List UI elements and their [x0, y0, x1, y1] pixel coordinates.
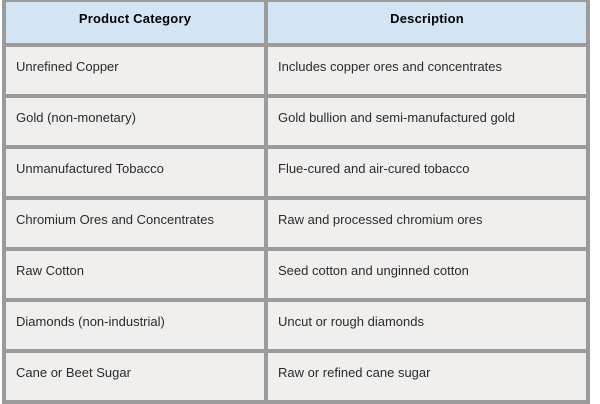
description-cell: Seed cotton and unginned cotton: [266, 249, 588, 300]
column-header-description: Description: [266, 0, 588, 45]
table-row: [4, 300, 588, 351]
category-cell: Cane or Beet Sugar: [4, 351, 266, 402]
description-cell: Raw and processed chromium ores: [266, 198, 588, 249]
description-cell: Raw or refined cane sugar: [266, 351, 588, 402]
product-category-table: [2, 0, 590, 404]
category-cell: Chromium Ores and Concentrates: [4, 198, 266, 249]
description-cell: Flue-cured and air-cured tobacco: [266, 147, 588, 198]
header-row: [4, 0, 588, 45]
table-row: [4, 249, 588, 300]
table-row: [4, 351, 588, 402]
table-header: [4, 0, 588, 45]
category-cell: Diamonds (non-industrial): [4, 300, 266, 351]
column-header-product-category: Product Category: [4, 0, 266, 45]
description-cell: Includes copper ores and concentrates: [266, 45, 588, 96]
table-row: [4, 96, 588, 147]
table-body: [4, 45, 588, 402]
table-row: [4, 147, 588, 198]
category-cell: Gold (non-monetary): [4, 96, 266, 147]
table-row: [4, 45, 588, 96]
table-row: [4, 198, 588, 249]
description-cell: Uncut or rough diamonds: [266, 300, 588, 351]
description-cell: Gold bullion and semi-manufactured gold: [266, 96, 588, 147]
product-category-table-container: [2, 0, 590, 404]
category-cell: Unmanufactured Tobacco: [4, 147, 266, 198]
category-cell: Raw Cotton: [4, 249, 266, 300]
category-cell: Unrefined Copper: [4, 45, 266, 96]
